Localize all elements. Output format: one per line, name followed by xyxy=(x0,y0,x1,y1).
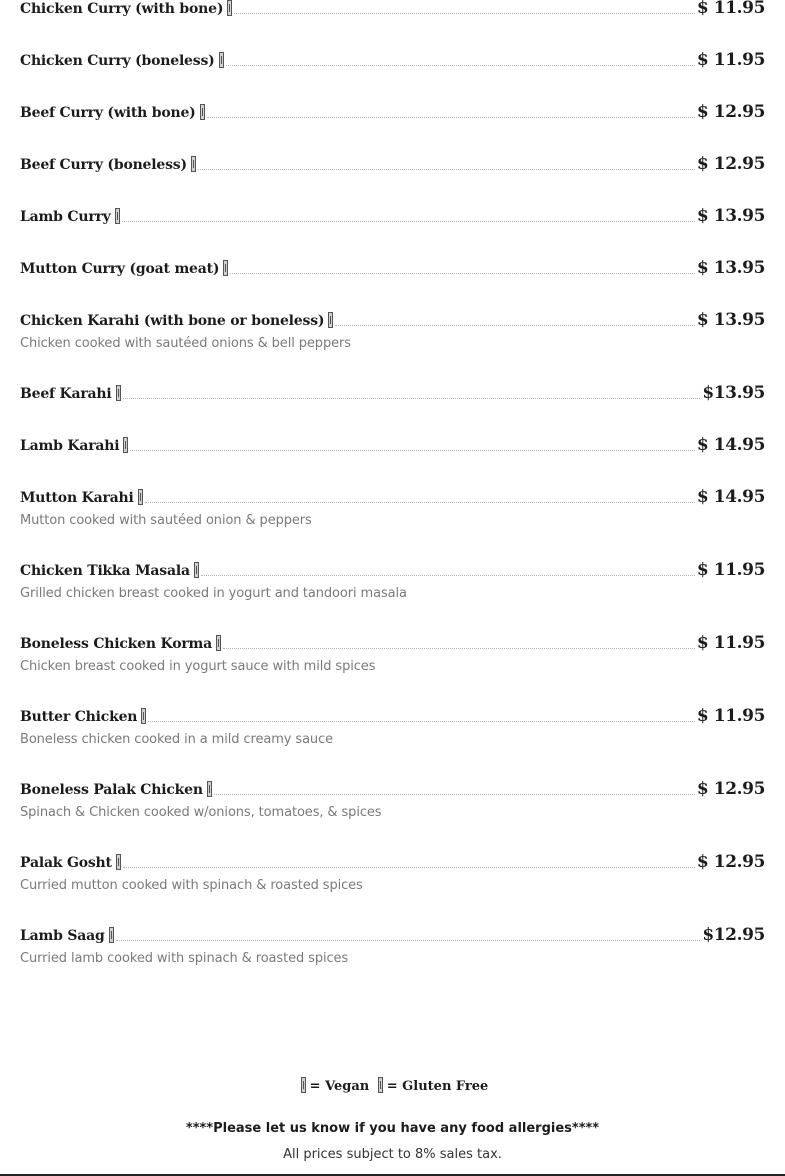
menu-item xyxy=(20,48,765,70)
item-name: Butter Chicken xyxy=(20,708,146,726)
menu-item xyxy=(20,308,765,351)
item-price: $ 11.95 xyxy=(696,560,765,580)
item-name: Boneless Chicken Korma xyxy=(20,635,221,653)
dot-leader xyxy=(207,117,695,118)
dot-leader xyxy=(223,648,695,649)
menu-item xyxy=(20,704,765,747)
item-price: $ 14.95 xyxy=(696,487,765,507)
dot-leader xyxy=(335,325,695,326)
item-price: $12.95 xyxy=(702,925,765,945)
diet-marker-icon xyxy=(116,854,121,870)
menu-item xyxy=(20,433,765,455)
item-price: $13.95 xyxy=(702,383,765,403)
item-price: $ 12.95 xyxy=(696,779,765,799)
item-name: Beef Curry (boneless) xyxy=(20,156,196,174)
item-name: Lamb Karahi xyxy=(20,437,128,455)
dot-leader xyxy=(145,502,695,503)
item-name: Mutton Curry (goat meat) xyxy=(20,260,228,278)
item-price: $ 12.95 xyxy=(696,102,765,122)
dot-leader xyxy=(234,13,695,14)
item-price: $ 12.95 xyxy=(696,852,765,872)
diet-marker-icon xyxy=(115,208,120,224)
diet-marker-icon xyxy=(194,562,199,578)
diet-marker-icon xyxy=(138,489,143,505)
diet-marker-icon xyxy=(223,260,228,276)
menu-item xyxy=(20,923,765,966)
diet-marker-icon xyxy=(328,312,333,328)
item-price: $ 13.95 xyxy=(696,206,765,226)
item-description: Grilled chicken breast cooked in yogurt and tandoori masala xyxy=(20,586,407,601)
menu-item xyxy=(20,558,765,601)
item-price: $ 13.95 xyxy=(696,310,765,330)
item-name: Lamb Saag xyxy=(20,927,114,945)
dot-leader xyxy=(123,398,701,399)
item-name: Chicken Curry (boneless) xyxy=(20,52,224,70)
vegan-marker-icon xyxy=(301,1077,306,1093)
diet-marker-icon xyxy=(116,385,121,401)
item-name: Mutton Karahi xyxy=(20,489,143,507)
menu-item xyxy=(20,850,765,893)
dot-leader xyxy=(226,65,695,66)
dot-leader xyxy=(122,221,695,222)
item-description: Curried lamb cooked with spinach & roasted spices xyxy=(20,951,349,966)
gluten-free-marker-icon xyxy=(378,1077,383,1093)
gluten-free-legend-label: = Gluten Free xyxy=(386,1079,489,1094)
item-name: Chicken Curry (with bone) xyxy=(20,0,232,18)
dot-leader xyxy=(230,273,694,274)
diet-marker-icon xyxy=(109,927,114,943)
menu-item xyxy=(20,204,765,226)
diet-marker-icon xyxy=(123,437,128,453)
diet-legend xyxy=(0,1077,785,1094)
item-description: Boneless chicken cooked in a mild creamy sauce xyxy=(20,732,334,747)
diet-marker-icon xyxy=(141,708,146,724)
diet-marker-icon xyxy=(216,635,221,651)
tax-notice: All prices subject to 8% sales tax. xyxy=(283,1147,502,1162)
vegan-legend-label: = Vegan xyxy=(309,1079,370,1094)
diet-marker-icon xyxy=(191,156,196,172)
allergy-notice: ****Please let us know if you have any food allergies**** xyxy=(185,1121,600,1136)
item-price: $ 14.95 xyxy=(696,435,765,455)
diet-marker-icon xyxy=(219,52,224,68)
diet-marker-icon xyxy=(207,781,212,797)
item-description: Curried mutton cooked with spinach & roasted spices xyxy=(20,878,363,893)
dot-leader xyxy=(123,867,695,868)
item-name: Beef Curry (with bone) xyxy=(20,104,205,122)
item-price: $ 11.95 xyxy=(696,706,765,726)
item-description: Mutton cooked with sautéed onion & peppers xyxy=(20,513,312,528)
item-name: Chicken Tikka Masala xyxy=(20,562,199,580)
item-name: Beef Karahi xyxy=(20,385,121,403)
menu-item xyxy=(20,381,765,403)
dot-leader xyxy=(201,575,695,576)
item-name: Palak Gosht xyxy=(20,854,121,872)
item-description: Spinach & Chicken cooked w/onions, tomatoes, & spices xyxy=(20,805,382,820)
menu-item xyxy=(20,777,765,820)
dot-leader xyxy=(198,169,695,170)
menu-item xyxy=(20,100,765,122)
menu-item xyxy=(20,485,765,528)
item-price: $ 11.95 xyxy=(696,633,765,653)
item-price: $ 12.95 xyxy=(696,154,765,174)
dot-leader xyxy=(214,794,695,795)
menu-item xyxy=(20,631,765,674)
menu-item xyxy=(20,256,765,278)
item-price: $ 11.95 xyxy=(696,0,765,18)
diet-marker-icon xyxy=(200,104,205,120)
item-price: $ 11.95 xyxy=(696,50,765,70)
item-name: Boneless Palak Chicken xyxy=(20,781,212,799)
dot-leader xyxy=(116,940,701,941)
item-price: $ 13.95 xyxy=(696,258,765,278)
dot-leader xyxy=(148,721,695,722)
item-name: Chicken Karahi (with bone or boneless) xyxy=(20,312,333,330)
item-name: Lamb Curry xyxy=(20,208,120,226)
diet-marker-icon xyxy=(227,0,232,16)
dot-leader xyxy=(130,450,694,451)
item-description: Chicken cooked with sautéed onions & bell peppers xyxy=(20,336,351,351)
menu-item xyxy=(20,0,765,18)
item-description: Chicken breast cooked in yogurt sauce with mild spices xyxy=(20,659,376,674)
menu-item xyxy=(20,152,765,174)
